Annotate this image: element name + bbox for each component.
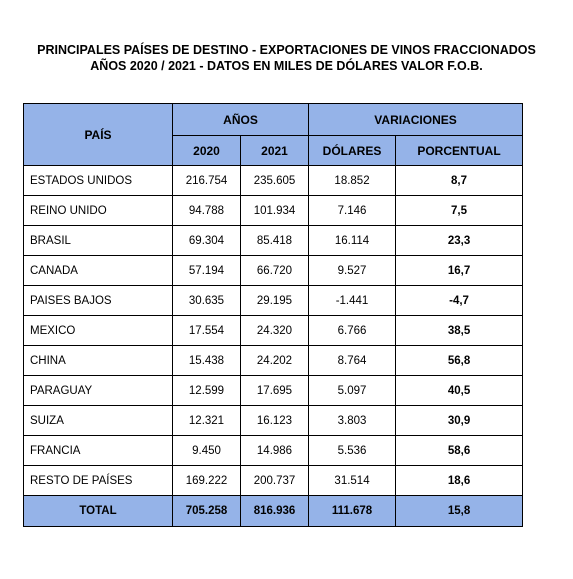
table-row xyxy=(24,196,523,226)
cell-dolares: 7.146 xyxy=(309,196,396,226)
column-group-header-variaciones: VARIACIONES xyxy=(309,104,523,136)
cell-dolares: 3.803 xyxy=(309,406,396,436)
cell-2020: 15.438 xyxy=(173,346,241,376)
cell-country: MEXICO xyxy=(24,316,173,346)
total-label: TOTAL xyxy=(24,496,173,527)
cell-porcentual: 23,3 xyxy=(396,226,523,256)
cell-porcentual: -4,7 xyxy=(396,286,523,316)
table-row xyxy=(24,166,523,196)
total-2020: 705.258 xyxy=(173,496,241,527)
cell-country: BRASIL xyxy=(24,226,173,256)
cell-2020: 57.194 xyxy=(173,256,241,286)
cell-2020: 94.788 xyxy=(173,196,241,226)
cell-2021: 235.605 xyxy=(241,166,309,196)
report-title-line-1: PRINCIPALES PAÍSES DE DESTINO - EXPORTACIONES DE VINOS FRACCIONADOS xyxy=(37,43,536,57)
cell-dolares: -1.441 xyxy=(309,286,396,316)
cell-porcentual: 40,5 xyxy=(396,376,523,406)
cell-porcentual: 18,6 xyxy=(396,466,523,496)
cell-porcentual: 7,5 xyxy=(396,196,523,226)
cell-2021: 101.934 xyxy=(241,196,309,226)
cell-porcentual: 38,5 xyxy=(396,316,523,346)
column-header-pais: PAÍS xyxy=(24,104,173,166)
column-group-header-anos: AÑOS xyxy=(173,104,309,136)
cell-2020: 30.635 xyxy=(173,286,241,316)
table-row xyxy=(24,376,523,406)
table-row xyxy=(24,346,523,376)
cell-dolares: 6.766 xyxy=(309,316,396,346)
cell-country: CHINA xyxy=(24,346,173,376)
cell-dolares: 5.536 xyxy=(309,436,396,466)
cell-porcentual: 58,6 xyxy=(396,436,523,466)
cell-2021: 85.418 xyxy=(241,226,309,256)
cell-2021: 66.720 xyxy=(241,256,309,286)
cell-dolares: 8.764 xyxy=(309,346,396,376)
cell-country: ESTADOS UNIDOS xyxy=(24,166,173,196)
cell-2021: 14.986 xyxy=(241,436,309,466)
total-2021: 816.936 xyxy=(241,496,309,527)
exports-table xyxy=(23,103,523,527)
cell-porcentual: 8,7 xyxy=(396,166,523,196)
cell-country: PARAGUAY xyxy=(24,376,173,406)
cell-porcentual: 16,7 xyxy=(396,256,523,286)
cell-2020: 12.599 xyxy=(173,376,241,406)
cell-dolares: 16.114 xyxy=(309,226,396,256)
cell-porcentual: 30,9 xyxy=(396,406,523,436)
table-row xyxy=(24,466,523,496)
table-row xyxy=(24,286,523,316)
table-row xyxy=(24,316,523,346)
table-row xyxy=(24,406,523,436)
cell-country: CANADA xyxy=(24,256,173,286)
column-header-porcentual: PORCENTUAL xyxy=(396,136,523,166)
table-row xyxy=(24,436,523,466)
total-row xyxy=(24,496,523,527)
cell-2021: 200.737 xyxy=(241,466,309,496)
cell-2020: 69.304 xyxy=(173,226,241,256)
column-header-2020: 2020 xyxy=(173,136,241,166)
cell-country: REINO UNIDO xyxy=(24,196,173,226)
cell-2021: 17.695 xyxy=(241,376,309,406)
cell-country: SUIZA xyxy=(24,406,173,436)
cell-dolares: 18.852 xyxy=(309,166,396,196)
cell-dolares: 5.097 xyxy=(309,376,396,406)
table-row xyxy=(24,256,523,286)
cell-country: FRANCIA xyxy=(24,436,173,466)
cell-2021: 24.320 xyxy=(241,316,309,346)
cell-2021: 16.123 xyxy=(241,406,309,436)
cell-2020: 12.321 xyxy=(173,406,241,436)
cell-country: RESTO DE PAÍSES xyxy=(24,466,173,496)
cell-porcentual: 56,8 xyxy=(396,346,523,376)
header-row-1 xyxy=(24,104,523,136)
cell-dolares: 31.514 xyxy=(309,466,396,496)
cell-2020: 9.450 xyxy=(173,436,241,466)
column-header-2021: 2021 xyxy=(241,136,309,166)
cell-2021: 29.195 xyxy=(241,286,309,316)
table-row xyxy=(24,226,523,256)
cell-2020: 17.554 xyxy=(173,316,241,346)
report-title-line-2: AÑOS 2020 / 2021 - DATOS EN MILES DE DÓLARES VALOR F.O.B. xyxy=(90,59,483,73)
table-body xyxy=(24,166,523,496)
cell-dolares: 9.527 xyxy=(309,256,396,286)
total-porcentual: 15,8 xyxy=(396,496,523,527)
cell-2021: 24.202 xyxy=(241,346,309,376)
cell-2020: 216.754 xyxy=(173,166,241,196)
cell-country: PAISES BAJOS xyxy=(24,286,173,316)
cell-2020: 169.222 xyxy=(173,466,241,496)
column-header-dolares: DÓLARES xyxy=(309,136,396,166)
total-dolares: 111.678 xyxy=(309,496,396,527)
